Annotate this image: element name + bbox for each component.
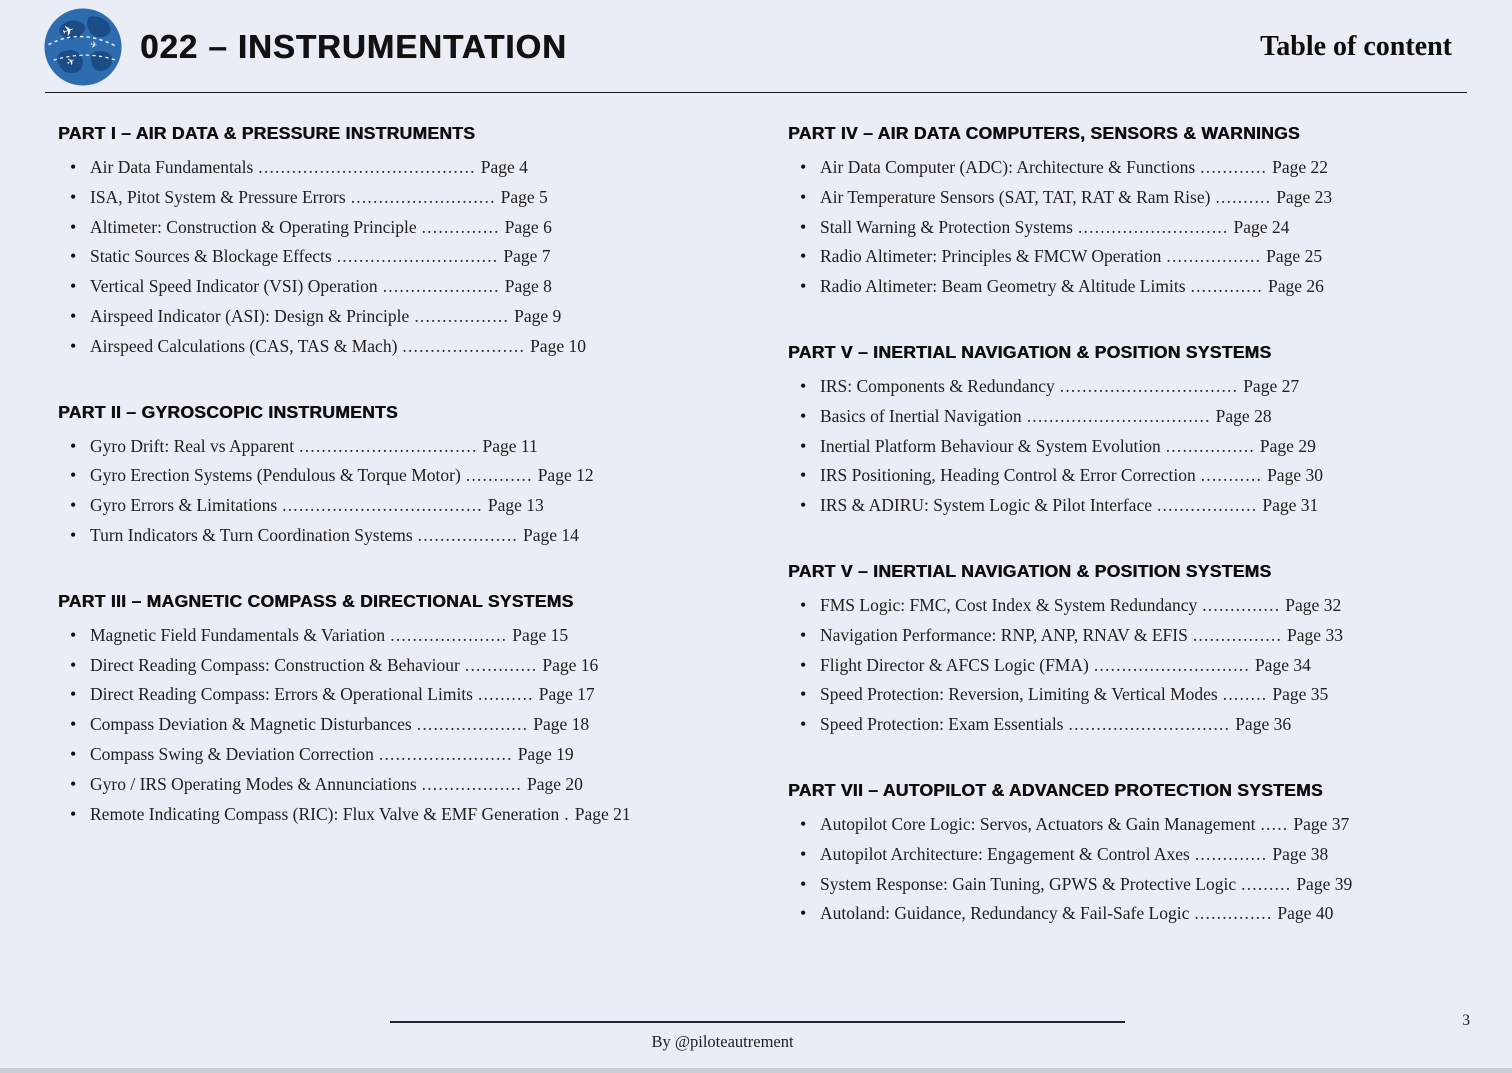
- bullet-icon: •: [70, 186, 77, 207]
- bullet-icon: •: [800, 654, 807, 675]
- leader-dots: ...........: [1200, 465, 1263, 486]
- leader-dots: ..........: [1215, 186, 1272, 207]
- toc-item-page: Page 40: [1277, 903, 1334, 924]
- toc-item-label: Altimeter: Construction & Operating Principle: [90, 216, 417, 237]
- leader-dots: ..............: [421, 216, 500, 237]
- toc-item-page: Page 20: [527, 773, 583, 794]
- toc-columns: [0, 93, 1512, 929]
- toc-item: [58, 432, 748, 462]
- svg-text:✈: ✈: [65, 55, 78, 70]
- footer-divider: [390, 1021, 1125, 1023]
- bullet-icon: •: [800, 246, 807, 267]
- toc-item-label: Flight Director & AFCS Logic (FMA): [820, 654, 1089, 675]
- leader-dots: ..............: [1202, 594, 1281, 615]
- toc-item-page: Page 11: [482, 435, 538, 456]
- leader-dots: .: [564, 803, 570, 824]
- toc-item-label: Turn Indicators & Turn Coordination Systems: [90, 524, 413, 545]
- toc-item-page: Page 5: [500, 186, 548, 207]
- toc-item-label: Gyro Errors & Limitations: [90, 495, 278, 516]
- part-heading: PART V – INERTIAL NAVIGATION & POSITION SYSTEMS: [788, 560, 1272, 581]
- toc-item: [58, 651, 748, 681]
- leader-dots: ............: [465, 465, 533, 486]
- toc-item-label: ISA, Pitot System & Pressure Errors: [90, 186, 346, 207]
- part-heading: PART I – AIR DATA & PRESSURE INSTRUMENTS: [58, 123, 476, 143]
- toc-item-label: Autopilot Architecture: Engagement & Control Axes: [820, 843, 1190, 864]
- toc-item: [788, 591, 1512, 621]
- toc-item-page: Page 31: [1262, 495, 1319, 516]
- toc-item: [788, 242, 1512, 272]
- leader-dots: .......................................: [258, 157, 476, 177]
- toc-item: [788, 372, 1512, 402]
- toc-item-page: Page 16: [542, 654, 599, 675]
- toc-item-label: Direct Reading Compass: Construction & Behaviour: [90, 654, 460, 675]
- leader-dots: ..................: [417, 524, 519, 545]
- toc-item: [788, 810, 1512, 840]
- bullet-icon: •: [70, 216, 77, 237]
- svg-text:✈: ✈: [89, 39, 99, 51]
- bullet-icon: •: [800, 375, 807, 396]
- leader-dots: .............: [464, 654, 538, 675]
- bullet-icon: •: [800, 216, 807, 237]
- toc-item-label: Air Data Fundamentals: [90, 157, 254, 177]
- leader-dots: ....................................: [282, 495, 483, 516]
- toc-item: [58, 710, 748, 740]
- toc-item-label: Static Sources & Blockage Effects: [90, 246, 332, 267]
- bullet-icon: •: [800, 813, 807, 834]
- toc-item-label: Speed Protection: Reversion, Limiting & Vertical Modes: [820, 684, 1218, 705]
- toc-item: [788, 840, 1512, 870]
- leader-dots: ..................: [1156, 495, 1258, 516]
- toc-item-label: Vertical Speed Indicator (VSI) Operation: [90, 276, 378, 297]
- toc-item-page: Page 13: [487, 495, 544, 516]
- bullet-icon: •: [800, 157, 807, 177]
- leader-dots: .............................: [1068, 714, 1231, 735]
- toc-item-page: Page 7: [503, 246, 551, 267]
- toc-item-page: Page 22: [1272, 157, 1329, 177]
- leader-dots: ........................: [378, 743, 513, 764]
- toc-item-label: Air Data Computer (ADC): Architecture & Functions: [820, 157, 1196, 177]
- page-number: 3: [1462, 1012, 1470, 1029]
- toc-item-label: Stall Warning & Protection Systems: [820, 216, 1073, 237]
- leader-dots: ............................: [1093, 654, 1250, 675]
- bullet-icon: •: [70, 435, 77, 456]
- bullet-icon: •: [800, 873, 807, 894]
- bullet-icon: •: [800, 495, 807, 516]
- toc-item-page: Page 30: [1267, 465, 1323, 486]
- toc-item-label: IRS: Components & Redundancy: [820, 375, 1055, 396]
- toc-item-page: Page 18: [533, 714, 590, 735]
- document-title: 022 – INSTRUMENTATION: [140, 28, 567, 65]
- bullet-icon: •: [800, 435, 807, 456]
- bullet-icon: •: [70, 246, 77, 267]
- toc-item-label: Radio Altimeter: Beam Geometry & Altitude Limits: [820, 276, 1186, 297]
- toc-item-label: Compass Deviation & Magnetic Disturbances: [90, 714, 412, 735]
- toc-item: [58, 153, 748, 183]
- toc-item-page: Page 26: [1268, 276, 1324, 297]
- toc-item-page: Page 10: [530, 335, 586, 356]
- bullet-icon: •: [800, 465, 807, 486]
- leader-dots: ................................: [299, 435, 478, 456]
- leader-dots: .............: [1190, 276, 1263, 297]
- toc-item-label: Inertial Platform Behaviour & System Evolution: [820, 435, 1161, 456]
- leader-dots: ................: [1192, 624, 1283, 645]
- toc-item-label: Gyro / IRS Operating Modes & Annunciations: [90, 773, 417, 794]
- leader-dots: ....................: [416, 714, 529, 735]
- toc-item: [58, 272, 748, 302]
- leader-dots: ............: [1200, 157, 1268, 177]
- bullet-icon: •: [800, 405, 807, 426]
- bottom-edge: [0, 1068, 1512, 1073]
- toc-item-page: Page 23: [1276, 186, 1333, 207]
- toc-item-page: Page 8: [504, 276, 552, 297]
- leader-dots: ................................: [1059, 375, 1239, 396]
- part-heading: PART VII – AUTOPILOT & ADVANCED PROTECTION SYSTEMS: [788, 779, 1323, 800]
- bullet-icon: •: [800, 684, 807, 705]
- toc-item: [58, 302, 748, 332]
- leader-dots: .....: [1260, 813, 1289, 834]
- leader-dots: .....................: [390, 624, 508, 645]
- page-heading: Table of content: [1260, 31, 1452, 62]
- bullet-icon: •: [70, 773, 77, 794]
- toc-item-page: Page 28: [1215, 405, 1272, 426]
- toc-item-label: Autopilot Core Logic: Servos, Actuators & Gain Management: [820, 813, 1256, 834]
- toc-item: [788, 432, 1512, 462]
- toc-item-page: Page 36: [1235, 714, 1292, 735]
- brand: [42, 6, 567, 88]
- svg-text:✈: ✈: [60, 23, 77, 41]
- toc-item: [788, 651, 1512, 681]
- bullet-icon: •: [70, 465, 77, 486]
- toc-section: [58, 123, 748, 362]
- bullet-icon: •: [70, 714, 77, 735]
- part-heading: PART II – GYROSCOPIC INSTRUMENTS: [58, 401, 398, 422]
- toc-item: [58, 183, 748, 213]
- header: [0, 0, 1512, 84]
- bullet-icon: •: [70, 495, 77, 516]
- leader-dots: ..........: [477, 684, 534, 705]
- toc-item-label: Radio Altimeter: Principles & FMCW Operation: [820, 246, 1162, 267]
- toc-item: [788, 213, 1512, 243]
- part-heading: PART V – INERTIAL NAVIGATION & POSITION SYSTEMS: [788, 341, 1272, 362]
- bullet-icon: •: [70, 157, 77, 177]
- toc-item-page: Page 6: [504, 216, 552, 237]
- toc-item-page: Page 21: [574, 803, 631, 824]
- toc-item: [788, 899, 1512, 929]
- toc-item-page: Page 27: [1243, 375, 1300, 396]
- toc-section: [788, 561, 1512, 740]
- toc-item: [58, 800, 748, 830]
- toc-item: [788, 153, 1512, 183]
- toc-item-page: Page 17: [538, 684, 595, 705]
- bullet-icon: •: [800, 843, 807, 864]
- leader-dots: .............................: [336, 246, 499, 267]
- toc-item: [788, 402, 1512, 432]
- bullet-icon: •: [70, 305, 77, 326]
- toc-item-label: Gyro Erection Systems (Pendulous & Torque Motor): [90, 465, 461, 486]
- bullet-icon: •: [70, 743, 77, 764]
- toc-item-page: Page 32: [1285, 594, 1342, 615]
- toc-item: [58, 770, 748, 800]
- bullet-icon: •: [70, 624, 77, 645]
- toc-item-page: Page 38: [1272, 843, 1329, 864]
- toc-item: [788, 491, 1512, 521]
- toc-item: [58, 491, 748, 521]
- toc-item: [788, 710, 1512, 740]
- leader-dots: ..................: [421, 773, 522, 794]
- toc-item: [788, 870, 1512, 900]
- bullet-icon: •: [70, 684, 77, 705]
- bullet-icon: •: [70, 654, 77, 675]
- toc-item-page: Page 39: [1296, 873, 1353, 894]
- leader-dots: .........: [1241, 873, 1292, 894]
- globe-airplane-logo-icon: [42, 6, 124, 88]
- toc-item-label: Airspeed Indicator (ASI): Design & Principle: [90, 305, 410, 326]
- toc-item: [788, 680, 1512, 710]
- toc-item-page: Page 12: [537, 465, 594, 486]
- toc-section: [788, 342, 1512, 521]
- part-heading: PART IV – AIR DATA COMPUTERS, SENSORS & WARNINGS: [788, 123, 1300, 143]
- leader-dots: .................................: [1026, 405, 1211, 426]
- bullet-icon: •: [800, 903, 807, 924]
- toc-item-label: Autoland: Guidance, Redundancy & Fail-Safe Logic: [820, 903, 1190, 924]
- bullet-icon: •: [800, 624, 807, 645]
- leader-dots: .................: [1166, 246, 1262, 267]
- toc-item-page: Page 33: [1287, 624, 1343, 645]
- bullet-icon: •: [800, 276, 807, 297]
- toc-item-page: Page 34: [1254, 654, 1311, 675]
- toc-item-label: IRS Positioning, Heading Control & Error Correction: [820, 465, 1196, 486]
- toc-item: [788, 183, 1512, 213]
- leader-dots: ..........................: [350, 186, 496, 207]
- leader-dots: ........: [1222, 684, 1268, 705]
- toc-item-label: Navigation Performance: RNP, ANP, RNAV & EFIS: [820, 624, 1188, 645]
- toc-item-page: Page 35: [1272, 684, 1329, 705]
- toc-item-page: Page 29: [1259, 435, 1316, 456]
- leader-dots: ..............: [1194, 903, 1273, 924]
- toc-item-page: Page 9: [514, 305, 562, 326]
- toc-item-label: Remote Indicating Compass (RIC): Flux Valve & EMF Generation: [90, 803, 560, 824]
- toc-item-label: Airspeed Calculations (CAS, TAS & Mach): [90, 335, 398, 356]
- bullet-icon: •: [70, 276, 77, 297]
- bullet-icon: •: [70, 524, 77, 545]
- toc-item: [58, 332, 748, 362]
- toc-item: [58, 213, 748, 243]
- toc-item: [788, 272, 1512, 302]
- toc-item: [58, 242, 748, 272]
- toc-item-label: Direct Reading Compass: Errors & Operational Limits: [90, 684, 473, 705]
- part-heading: PART III – MAGNETIC COMPASS & DIRECTIONAL SYSTEMS: [58, 590, 574, 611]
- bullet-icon: •: [70, 335, 77, 356]
- toc-item-page: Page 14: [523, 524, 579, 545]
- toc-column-right: [788, 123, 1512, 929]
- byline: By @piloteautrement: [651, 1032, 794, 1051]
- leader-dots: .....................: [382, 276, 500, 297]
- toc-section: [58, 402, 748, 551]
- toc-section: [788, 780, 1512, 929]
- toc-item-label: Speed Protection: Exam Essentials: [820, 714, 1064, 735]
- bullet-icon: •: [70, 803, 77, 824]
- bullet-icon: •: [800, 186, 807, 207]
- toc-item-page: Page 24: [1233, 216, 1290, 237]
- toc-item: [58, 461, 748, 491]
- toc-item: [788, 621, 1512, 651]
- toc-column-left: [58, 123, 748, 929]
- toc-item-label: FMS Logic: FMC, Cost Index & System Redundancy: [820, 594, 1198, 615]
- toc-item-label: Air Temperature Sensors (SAT, TAT, RAT & Ram Rise): [820, 186, 1211, 207]
- toc-item-label: Basics of Inertial Navigation: [820, 405, 1022, 426]
- toc-item-page: Page 25: [1266, 246, 1323, 267]
- toc-item-label: Gyro Drift: Real vs Apparent: [90, 435, 295, 456]
- toc-item: [58, 621, 748, 651]
- bullet-icon: •: [800, 594, 807, 615]
- toc-item-label: System Response: Gain Tuning, GPWS & Protective Logic: [820, 873, 1237, 894]
- leader-dots: .............: [1194, 843, 1268, 864]
- toc-item: [58, 740, 748, 770]
- toc-item-label: Compass Swing & Deviation Correction: [90, 743, 374, 764]
- toc-section: [788, 123, 1512, 302]
- toc-item-label: IRS & ADIRU: System Logic & Pilot Interface: [820, 495, 1152, 516]
- toc-item-page: Page 4: [480, 157, 528, 177]
- toc-section: [58, 591, 748, 830]
- toc-item-page: Page 15: [512, 624, 569, 645]
- toc-item: [58, 521, 748, 551]
- toc-item-page: Page 19: [517, 743, 574, 764]
- toc-item-label: Magnetic Field Fundamentals & Variation: [90, 624, 386, 645]
- toc-item: [788, 461, 1512, 491]
- leader-dots: ......................: [402, 335, 526, 356]
- leader-dots: ...........................: [1077, 216, 1229, 237]
- leader-dots: ................: [1165, 435, 1255, 456]
- leader-dots: .................: [414, 305, 510, 326]
- toc-item: [58, 680, 748, 710]
- toc-item-page: Page 37: [1293, 813, 1350, 834]
- bullet-icon: •: [800, 714, 807, 735]
